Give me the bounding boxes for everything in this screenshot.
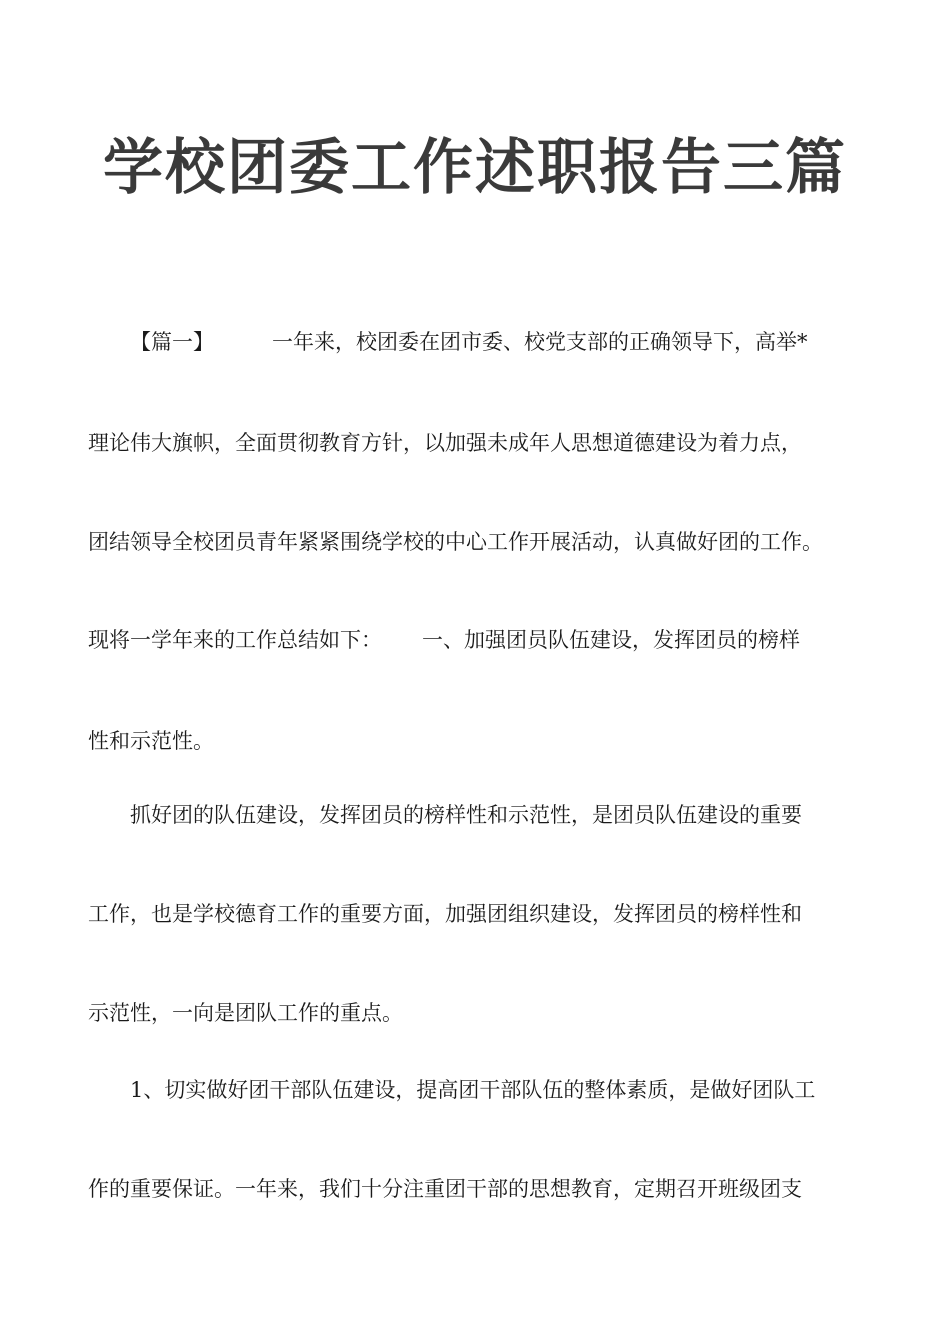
section-heading: 一、加强团员队伍建设，发挥团员的榜样 <box>422 628 800 652</box>
text-line-10: 作的重要保证。一年来，我们十分注重团干部的思想教育，定期召开班级团支 <box>88 1177 802 1201</box>
section-label: 【篇一】 <box>130 330 214 354</box>
text-line-1 <box>130 327 910 357</box>
text-line-4 <box>88 625 868 655</box>
text-line-3: 团结领导全校团员青年紧紧围绕学校的中心工作开展活动，认真做好团的工作。 <box>88 530 823 554</box>
text-line-5: 性和示范性。 <box>88 729 214 753</box>
document-title: 学校团委工作述职报告三篇 <box>103 133 847 203</box>
text-segment: 一年来，校团委在团市委、校党支部的正确领导下，高举* <box>272 330 808 354</box>
text-line-2: 理论伟大旗帜，全面贯彻教育方针，以加强未成年人思想道德建设为着力点， <box>88 431 802 455</box>
text-line-6: 抓好团的队伍建设，发挥团员的榜样性和示范性，是团员队伍建设的重要 <box>130 803 802 827</box>
text-segment: 现将一学年来的工作总结如下： <box>88 628 382 652</box>
text-line-7: 工作，也是学校德育工作的重要方面，加强团组织建设，发挥团员的榜样性和 <box>88 902 802 926</box>
text-line-9: 1、切实做好团干部队伍建设，提高团干部队伍的整体素质，是做好团队工 <box>130 1078 816 1102</box>
text-line-8: 示范性，一向是团队工作的重点。 <box>88 1001 403 1025</box>
